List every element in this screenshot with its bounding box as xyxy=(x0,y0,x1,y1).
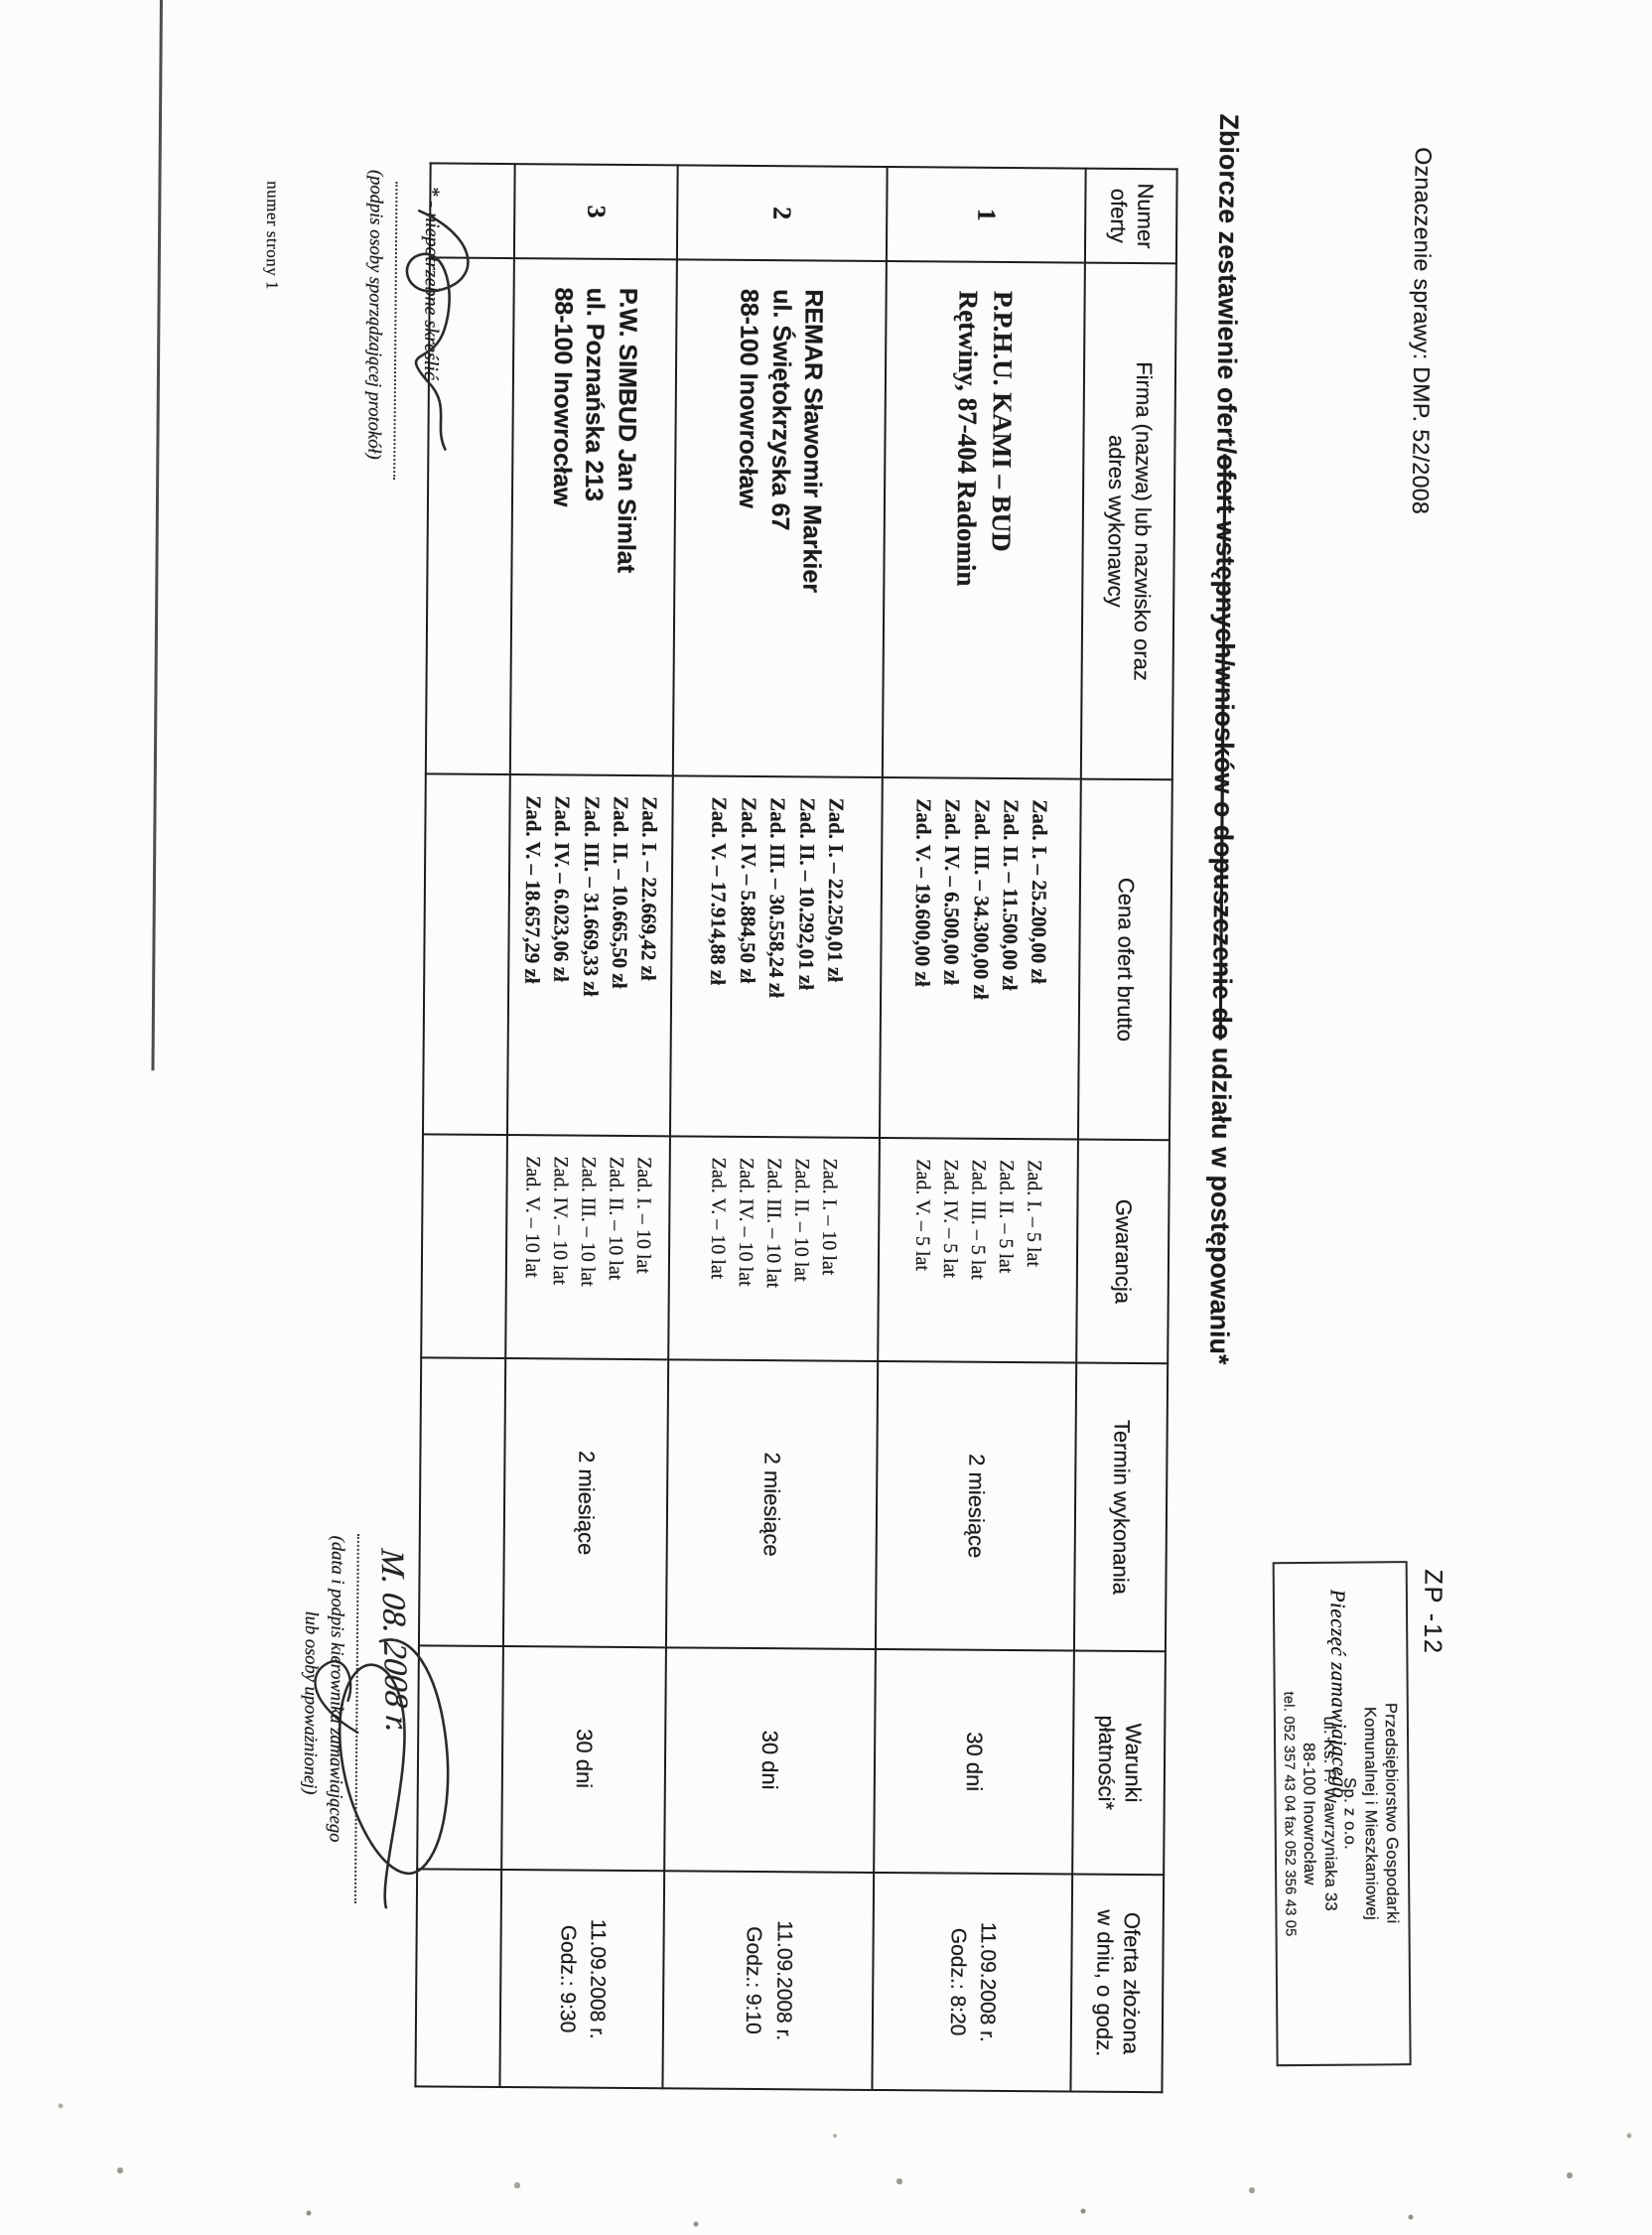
table-row xyxy=(499,164,677,2088)
header-firma: Firma (nazwa) lub nazwisko oraz adres wykonawcy xyxy=(1081,263,1176,780)
empty-cell xyxy=(421,1134,507,1358)
payment-terms: 30 dni xyxy=(664,1647,876,1873)
empty-cell xyxy=(423,773,510,1135)
warranty-terms: Zad. I. – 5 lat Zad. II. – 5 lat Zad. III. – 5 lat Zad. IV. – 5 lat Zad. V. – 5 lat xyxy=(878,1138,1078,1363)
completion-term: 2 miesiące xyxy=(876,1361,1076,1651)
stamp-line: ul. Ks. P. Wawrzyniaka 33 xyxy=(1319,1716,1340,1912)
payment-terms: 30 dni xyxy=(874,1649,1074,1875)
offer-number: 2 xyxy=(677,165,888,261)
header-oferta-zlozona: Oferta złożona w dniu, o godz. xyxy=(1070,1875,1164,2093)
completion-term: 2 miesiące xyxy=(666,1359,878,1649)
offer-number: 3 xyxy=(514,164,678,259)
completion-term: 2 miesiące xyxy=(503,1358,668,1647)
stamp-line: Komunalnej i Mieszkaniowej xyxy=(1361,1706,1381,1921)
contractor-name: P.W. SIMBUD Jan Simlat ul. Poznańska 213 88-100 Inowrocław xyxy=(510,258,677,775)
submission-datetime: 11.09.2008 r. Godz.: 9:10 xyxy=(662,1871,874,2090)
manager-signature-caption: lub osoby upoważnionej) xyxy=(299,1610,322,1795)
title-struck-text: ofert wstępnych/wniosków o dopuszczenie do xyxy=(1206,454,1242,1041)
document-title xyxy=(1203,114,1244,1365)
warranty-terms: Zad. I. – 10 lat Zad. II. – 10 lat Zad. III. – 10 lat Zad. IV. – 10 lat Zad. V. – 10 lat xyxy=(505,1135,670,1359)
warranty-terms: Zad. I. – 10 lat Zad. II. – 10 lat Zad. III. – 10 lat Zad. IV. – 10 lat Zad. V. – 10 lat xyxy=(668,1136,880,1361)
preparer-signature-caption: (podpis osoby sporządzającej protokół) xyxy=(363,169,386,460)
title-prefix: Zbiorcze zestawienie ofert/ xyxy=(1211,113,1245,455)
submission-datetime: 11.09.2008 r. Godz.: 8:20 xyxy=(872,1873,1072,2092)
handwritten-date: M. 08. 2008 r. xyxy=(373,1547,415,1736)
table-row xyxy=(662,165,887,2090)
title-suffix: udziału w postępowaniu* xyxy=(1204,1040,1237,1365)
stamp-caption: Pieczęć zamawiającego xyxy=(1325,1589,1352,1799)
stamp-line: Przedsiębiorstwo Gospodarki xyxy=(1381,1702,1402,1924)
header-warunki: Warunki płatności* xyxy=(1072,1651,1166,1876)
case-number-label: Oznaczenie sprawy: DMP. 52/2008 xyxy=(1407,147,1437,515)
footnote-delete-as-appropriate: * - niepotrzebne skreślić xyxy=(419,186,444,380)
table-header-row xyxy=(1070,169,1176,2093)
submission-datetime: 11.09.2008 r. Godz.: 9:30 xyxy=(499,1870,664,2088)
offer-number: 1 xyxy=(887,167,1086,263)
payment-terms: 30 dni xyxy=(501,1646,666,1871)
header-numer-oferty: Numer oferty xyxy=(1085,169,1177,264)
header-gwarancja: Gwarancja xyxy=(1076,1140,1170,1364)
offers-table xyxy=(414,162,1177,2093)
stamp-line: 88-100 Inowrocław xyxy=(1299,1743,1319,1886)
table-row xyxy=(872,167,1085,2092)
gross-prices: Zad. I. – 22.669,42 zł Zad. II. – 10.665,50 zł Zad. III. – 31.669,33 zł Zad. IV. – 6.023,06 zł Zad. V. – 18.657,29 zł xyxy=(507,774,673,1136)
contractor-name: REMAR Sławomir Markier ul. Świętokrzyska 67 88-100 Inowrocław xyxy=(673,259,887,777)
scan-noise xyxy=(0,0,2,2)
signature-dotted-line xyxy=(354,1534,385,1903)
page-number: numer strony 1 xyxy=(262,181,283,291)
gross-prices: Zad. I. – 25.200,00 zł Zad. II. – 11.500,00 zł Zad. III. – 34.300,00 zł Zad. IV. – 6.500,00 zł Zad. V. – 19.600,00 zł xyxy=(880,777,1081,1140)
stamp-line: tel. 052 357 43 04 fax 052 356 43 05 xyxy=(1280,1691,1299,1937)
page-edge-line xyxy=(151,0,163,1070)
signature-dotted-line xyxy=(393,182,423,480)
manager-signature-caption: (data i podpis kierownika zamawiającego xyxy=(325,1535,347,1843)
gross-prices: Zad. I. – 22.250,01 zł Zad. II. – 10.292,01 zł Zad. III. – 30.558,24 zł Zad. IV. – 5.884,50 zł Zad. V. – 17.914,88 zł xyxy=(670,775,883,1138)
form-code-label: ZP -12 xyxy=(1418,1569,1447,1656)
contractor-name: P.P.H.U. KAMI – BUD Rętwiny, 87-404 Radomin xyxy=(883,261,1085,779)
header-cena: Cena ofert brutto xyxy=(1078,779,1172,1141)
header-termin: Termin wykonania xyxy=(1074,1363,1168,1652)
stamp-line: Sp. z o.o. xyxy=(1340,1777,1360,1851)
